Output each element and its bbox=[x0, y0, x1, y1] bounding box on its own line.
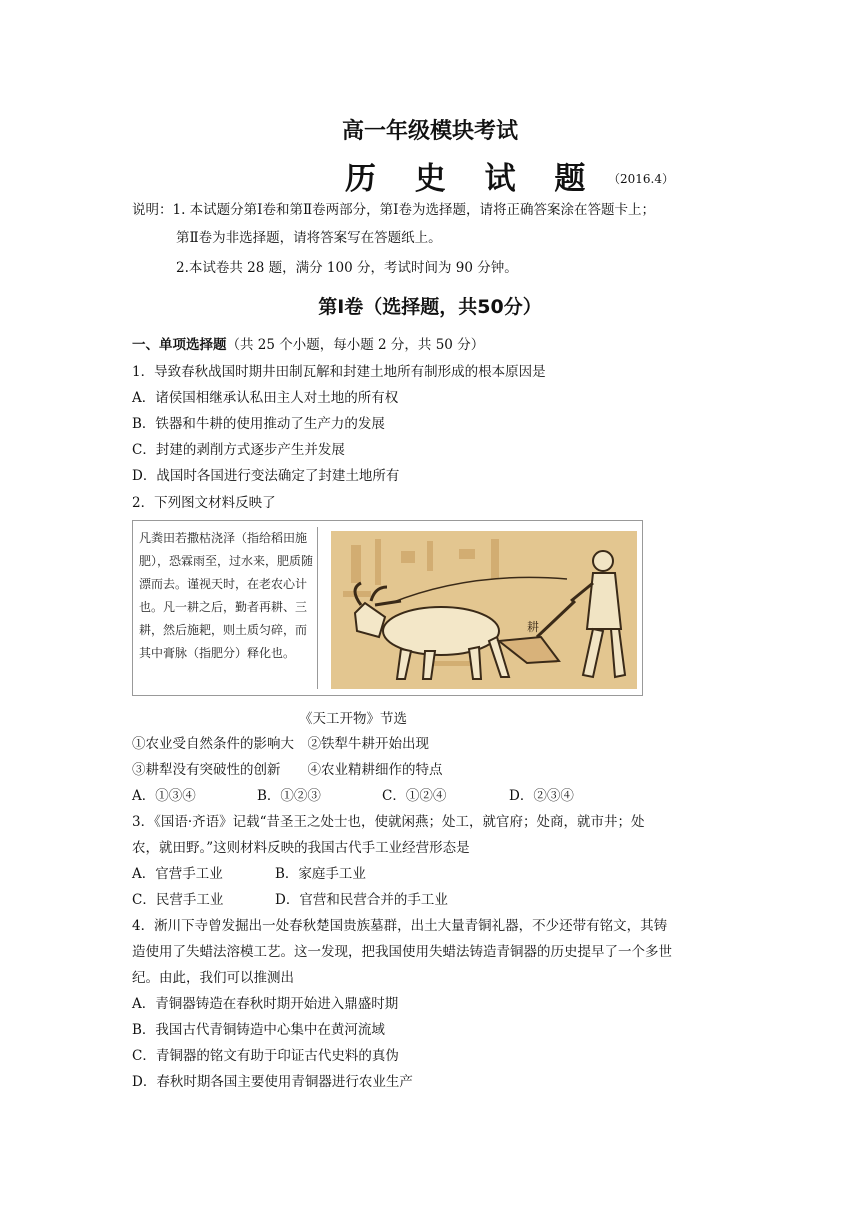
q1-option-a: A．诸侯国相继承认私田主人对土地的所有权 bbox=[132, 390, 399, 406]
q3-option-b: B．家庭手工业 bbox=[275, 866, 366, 882]
q2-option-a: A．①③④ bbox=[132, 788, 196, 804]
q4-option-b: B．我国古代青铜铸造中心集中在黄河流域 bbox=[132, 1022, 385, 1038]
figure-quote-text: 凡粪田若撒枯浇泽（指给稻田施肥），恐霖雨至，过水来，肥质随漂而去。谨视天时，在老农心计也。凡一耕之后，勤者再耕、三耕，然后施耙，则土质匀碎，而其中膏脉（指肥分）释化也。 bbox=[139, 527, 318, 689]
q3-stem-line-2: 农，就田野。”这则材料反映的我国古代手工业经营形态是 bbox=[132, 840, 470, 856]
q4-stem-line-2: 造使用了失蜡法溶模工艺。这一发现，把我国使用失蜡法铸造青铜器的历史提早了一个多世 bbox=[132, 944, 672, 960]
q2-option-d: D．②③④ bbox=[509, 788, 574, 804]
part-note: （共 25 个小题，每小题 2 分，共 50 分） bbox=[226, 337, 485, 353]
q4-option-d: D．春秋时期各国主要使用青铜器进行农业生产 bbox=[132, 1074, 413, 1090]
q2-statements-line-2: ③耕犁没有突破性的创新 ④农业精耕细作的特点 bbox=[132, 762, 443, 778]
q2-stem: 2．下列图文材料反映了 bbox=[132, 495, 276, 511]
subject-title: 历 史 试 题 bbox=[345, 161, 600, 197]
part-heading bbox=[132, 333, 484, 353]
q2-option-b: B．①②③ bbox=[257, 788, 321, 804]
instructions-line-2: 第Ⅱ卷为非选择题，请将答案写在答题纸上。 bbox=[176, 230, 442, 246]
ox-plough-illustration bbox=[331, 531, 637, 689]
q2-figure bbox=[132, 520, 643, 696]
figure-caption: 《天工开物》节选 bbox=[299, 711, 407, 727]
q4-option-c: C．青铜器的铭文有助于印证古代史料的真伪 bbox=[132, 1048, 399, 1064]
section-title: 第Ⅰ卷（选择题，共50分） bbox=[318, 296, 542, 318]
q1-stem: 1．导致春秋战国时期井田制瓦解和封建土地所有制形成的根本原因是 bbox=[132, 364, 546, 380]
q3-option-a: A．官营手工业 bbox=[132, 866, 223, 882]
part-label: 一、单项选择题 bbox=[132, 337, 227, 353]
q3-option-d: D．官营和民营合并的手工业 bbox=[275, 892, 448, 908]
q1-option-c: C．封建的剥削方式逐步产生并发展 bbox=[132, 442, 345, 458]
exam-date: （2016.4） bbox=[608, 172, 674, 186]
q4-stem-line-3: 纪。由此，我们可以推测出 bbox=[132, 970, 294, 986]
q3-stem-line-1: 3．《国语·齐语》记载“昔圣王之处士也，使就闲燕；处工，就官府；处商，就市井；处 bbox=[132, 814, 645, 830]
q2-statements-line-1: ①农业受自然条件的影响大 ②铁犁牛耕开始出现 bbox=[132, 736, 429, 752]
exam-title: 高一年级模块考试 bbox=[341, 119, 518, 144]
q3-option-c: C．民营手工业 bbox=[132, 892, 224, 908]
instructions-line-1: 说明：1. 本试题分第Ⅰ卷和第Ⅱ卷两部分，第Ⅰ卷为选择题，请将正确答案涂在答题卡上； bbox=[132, 202, 656, 218]
q4-option-a: A．青铜器铸造在春秋时期开始进入鼎盛时期 bbox=[132, 996, 399, 1012]
figure-sign-text: 耕 bbox=[527, 620, 540, 634]
q1-option-b: B．铁器和牛耕的使用推动了生产力的发展 bbox=[132, 416, 385, 432]
q4-stem-line-1: 4．淅川下寺曾发掘出一处春秋楚国贵族墓群，出土大量青铜礼器，不少还带有铭文，其铸 bbox=[132, 918, 668, 934]
instructions-line-3: 2.本试卷共 28 题，满分 100 分，考试时间为 90 分钟。 bbox=[176, 260, 518, 276]
q2-option-c: C．①②④ bbox=[382, 788, 447, 804]
q1-option-d: D．战国时各国进行变法确定了封建土地所有 bbox=[132, 468, 400, 484]
